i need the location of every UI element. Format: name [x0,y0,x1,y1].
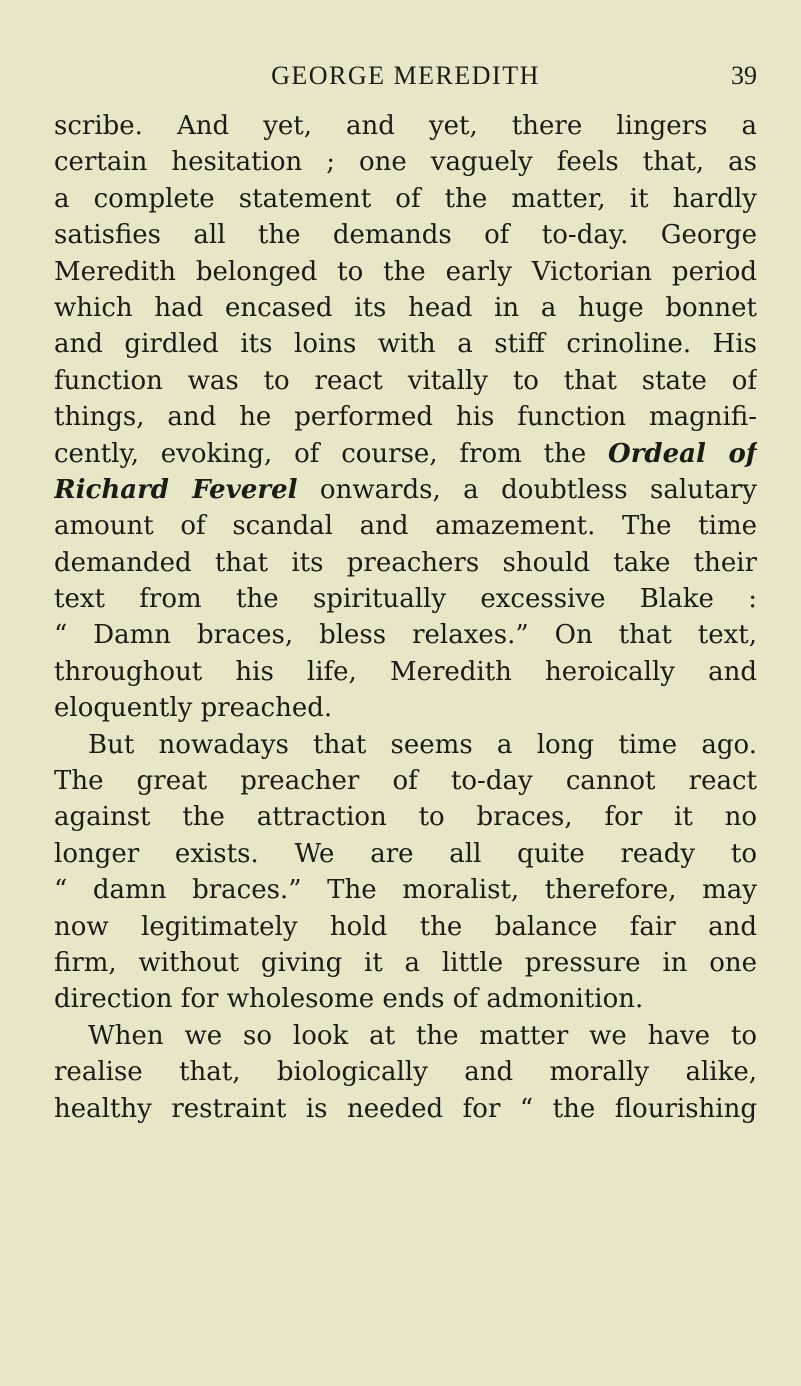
text-line: But nowadays that seems a long time ago. [88,729,757,760]
body-text [54,108,757,1127]
text-line: which had encased its head in a huge bonnet [54,292,757,323]
running-head [54,58,757,94]
text-line: “ Damn braces, bless relaxes.” On that text, [54,620,757,651]
text-line: realise that, biologically and morally alike, [54,1057,757,1088]
text-line: direction for wholesome ends of admonition. [54,984,644,1015]
book-title-italic: Ordeal of [608,438,757,469]
text-line: scribe. And yet, and yet, there lingers a [54,111,757,141]
text-line: demanded that its preachers should take their [54,547,757,578]
text-line: amount of scandal and amazement. The time [54,511,757,542]
text-line: function was to react vitally to that state of [54,365,757,396]
page-number: 39 [731,61,757,90]
book-title-italic: Richard Feverel [54,474,298,505]
text-line [54,472,757,508]
text-line: “ damn braces.” The moralist, therefore, may [54,875,757,906]
text-line: things, and he performed his function magnifi- [54,402,757,433]
text-line: throughout his life, Meredith heroically and [54,656,757,687]
text-line [54,436,757,472]
text-line: Meredith belonged to the early Victorian period [54,256,757,287]
text-line: When we so look at the matter we have to [88,1020,757,1051]
text-line: eloquently preached. [54,693,333,724]
text-line: and girdled its loins with a stiff crinoline. His [54,329,757,360]
text-segment: cently, evoking, of course, from the [54,438,609,469]
text-segment: onwards, a doubtless salutary [297,474,757,505]
text-line: certain hesitation ; one vaguely feels that, as [54,147,757,178]
text-line: firm, without giving it a little pressure in one [54,947,757,978]
text-line: healthy restraint is needed for “ the flourishing [54,1093,757,1124]
running-title: GEORGE MEREDITH [271,61,540,90]
text-line: text from the spiritually excessive Blake : [54,584,757,615]
text-line: against the attraction to braces, for it no [54,802,757,833]
text-line: longer exists. We are all quite ready to [54,838,757,869]
text-line: now legitimately hold the balance fair and [54,911,757,942]
text-line: The great preacher of to-day cannot react [54,766,757,797]
text-line: satisfies all the demands of to-day. George [54,220,757,251]
text-line: a complete statement of the matter, it hardly [54,183,757,214]
